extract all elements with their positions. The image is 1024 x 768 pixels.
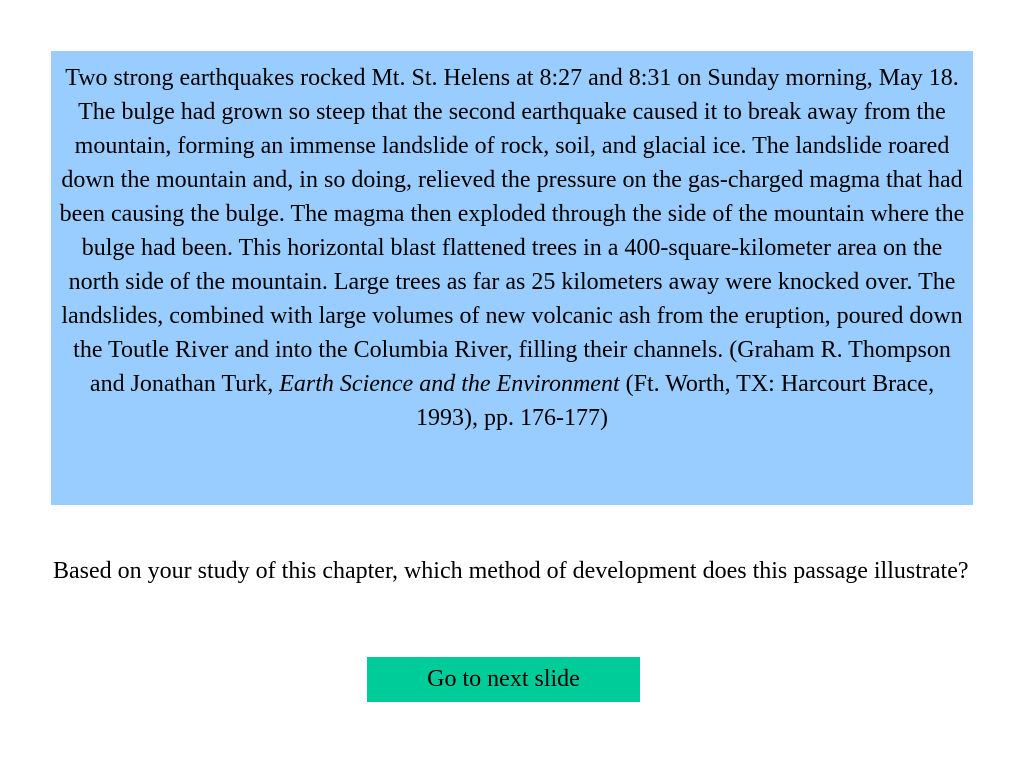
next-slide-button[interactable]: Go to next slide (367, 657, 640, 702)
passage-text-after-title: (Ft. Worth, TX: Harcourt Brace, 1993), pp. 176-177) (416, 371, 935, 431)
question-text: Based on your study of this chapter, which method of development does this passage illustrate? (53, 558, 969, 584)
passage-book-title: Earth Science and the Environment (279, 371, 620, 397)
passage-text-before-title: Two strong earthquakes rocked Mt. St. Helens at 8:27 and 8:31 on Sunday morning, May 18. The bulge had grown so steep that the second earthquake caused it to break away from the mountain, forming an immense landslide of rock, soil, and glacial ice. The landslide roared down the mountain and, in so doing, relieved the pressure on the gas-charged magma that had been causing the bulge. The magma then exploded through the side of the mountain where the bulge had been. This horizontal blast flattened trees in a 400-square-kilometer area on the north side of the mountain. Large trees as far as 25 kilometers away were knocked over. The landslides, combined with large volumes of new volcanic ash from the eruption, poured down the Toutle River and into the Columbia River, filling their channels. (Graham R. Thompson and Jonathan Turk, (59, 65, 965, 397)
passage-box (51, 51, 973, 505)
